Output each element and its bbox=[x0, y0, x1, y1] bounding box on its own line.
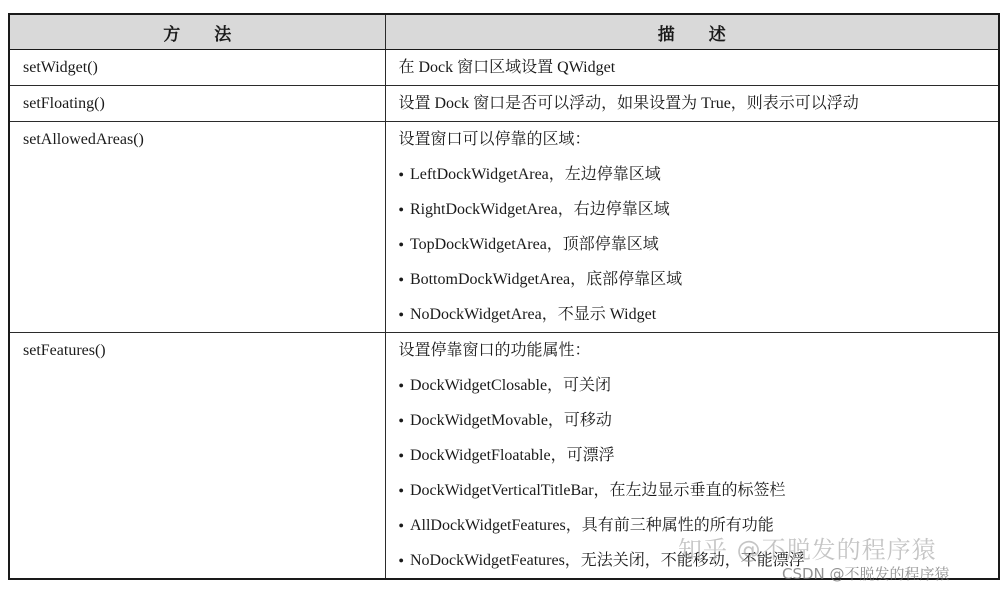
method-cell: setWidget() bbox=[9, 50, 385, 86]
description-cell bbox=[385, 50, 999, 86]
zhihu-watermark: 知乎 @不脱发的程序猿 bbox=[678, 536, 937, 564]
method-cell: setFeatures() bbox=[9, 333, 385, 580]
bullet-item: ● NoDockWidgetFeatures，无法关闭，不能移动，不能漂浮 bbox=[399, 543, 999, 578]
column-header-method: 方 法 bbox=[9, 14, 385, 50]
bullet-item: ● DockWidgetFloatable，可漂浮 bbox=[399, 438, 999, 473]
table-row bbox=[9, 86, 999, 122]
description-line: 设置窗口可以停靠的区域： bbox=[398, 131, 591, 148]
bullet-item: ● TopDockWidgetArea，顶部停靠区域 bbox=[399, 227, 999, 262]
bullet-item: ● RightDockWidgetArea，右边停靠区域 bbox=[399, 192, 999, 227]
bullet-item: ● NoDockWidgetArea，不显示 Widget bbox=[399, 297, 999, 332]
table-row bbox=[9, 122, 999, 333]
bullet-item: ● DockWidgetVerticalTitleBar，在左边显示垂直的标签栏 bbox=[399, 473, 999, 508]
api-methods-table bbox=[8, 13, 1000, 580]
table-header-row bbox=[9, 14, 999, 50]
description-line: 在 Dock 窗口区域设置 QWidget bbox=[398, 59, 616, 76]
method-cell: setFloating() bbox=[9, 86, 385, 122]
column-header-description: 描 述 bbox=[385, 14, 999, 50]
description-line: 设置 Dock 窗口是否可以浮动，如果设置为 True，则表示可以浮动 bbox=[398, 95, 859, 112]
method-cell: setAllowedAreas() bbox=[9, 122, 385, 333]
description-cell bbox=[385, 122, 999, 333]
csdn-watermark: CSDN @不脱发的程序猿 bbox=[782, 565, 950, 583]
bullet-item: ● LeftDockWidgetArea，左边停靠区域 bbox=[399, 157, 999, 192]
bullet-item: ● DockWidgetMovable，可移动 bbox=[399, 403, 999, 438]
description-line: 设置停靠窗口的功能属性： bbox=[398, 342, 591, 359]
table-row bbox=[9, 50, 999, 86]
bullet-item: ● AllDockWidgetFeatures，具有前三种属性的所有功能 bbox=[399, 508, 999, 543]
bullet-item: ● DockWidgetClosable，可关闭 bbox=[399, 368, 999, 403]
description-cell bbox=[385, 86, 999, 122]
bullet-item: ● BottomDockWidgetArea，底部停靠区域 bbox=[399, 262, 999, 297]
